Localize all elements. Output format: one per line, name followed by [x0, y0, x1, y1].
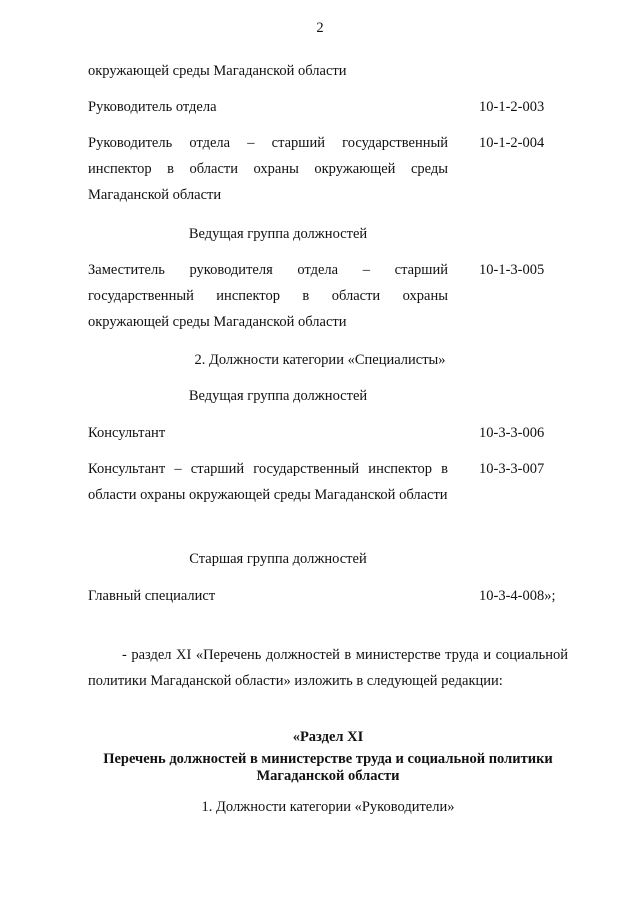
category-heading: 2. Должности категории «Специалисты» [194, 352, 446, 368]
page-number: 2 [316, 20, 324, 36]
group-heading: Ведущая группа должностей [188, 226, 368, 242]
group-heading: Старшая группа должностей [189, 551, 367, 567]
position-title: Консультант [88, 425, 166, 441]
position-code: 10-3-4-008»; [479, 588, 556, 604]
position-code: 10-3-3-007 [479, 461, 545, 477]
section-subtitle: Перечень должностей в министерстве труда и социальной политики Магаданской области [103, 751, 553, 784]
position-title: Руководитель отдела [88, 99, 217, 115]
position-code: 10-1-2-003 [479, 99, 545, 115]
position-title: Заместитель руководителя отдела – старший государственный инспектор в области охраны окружающей среды Магаданской области [88, 262, 448, 330]
position-title: Консультант – старший государственный инспектор в области охраны окружающей среды Магаданской области [88, 461, 448, 503]
category-heading: 1. Должности категории «Руководители» [201, 799, 455, 815]
amendment-paragraph: - раздел XI «Перечень должностей в министерстве труда и социальной политики Магаданской области» изложить в следующей редакции: [88, 647, 568, 689]
group-heading: Ведущая группа должностей [188, 388, 368, 404]
position-title: Главный специалист [88, 588, 216, 604]
continued-text: окружающей среды Магаданской области [88, 63, 347, 79]
position-code: 10-1-2-004 [479, 135, 545, 151]
section-title: «Раздел XI [292, 729, 364, 745]
position-code: 10-1-3-005 [479, 262, 545, 278]
position-title: Руководитель отдела – старший государственный инспектор в области охраны окружающей среды Магаданской области [88, 135, 448, 203]
position-code: 10-3-3-006 [479, 425, 545, 441]
